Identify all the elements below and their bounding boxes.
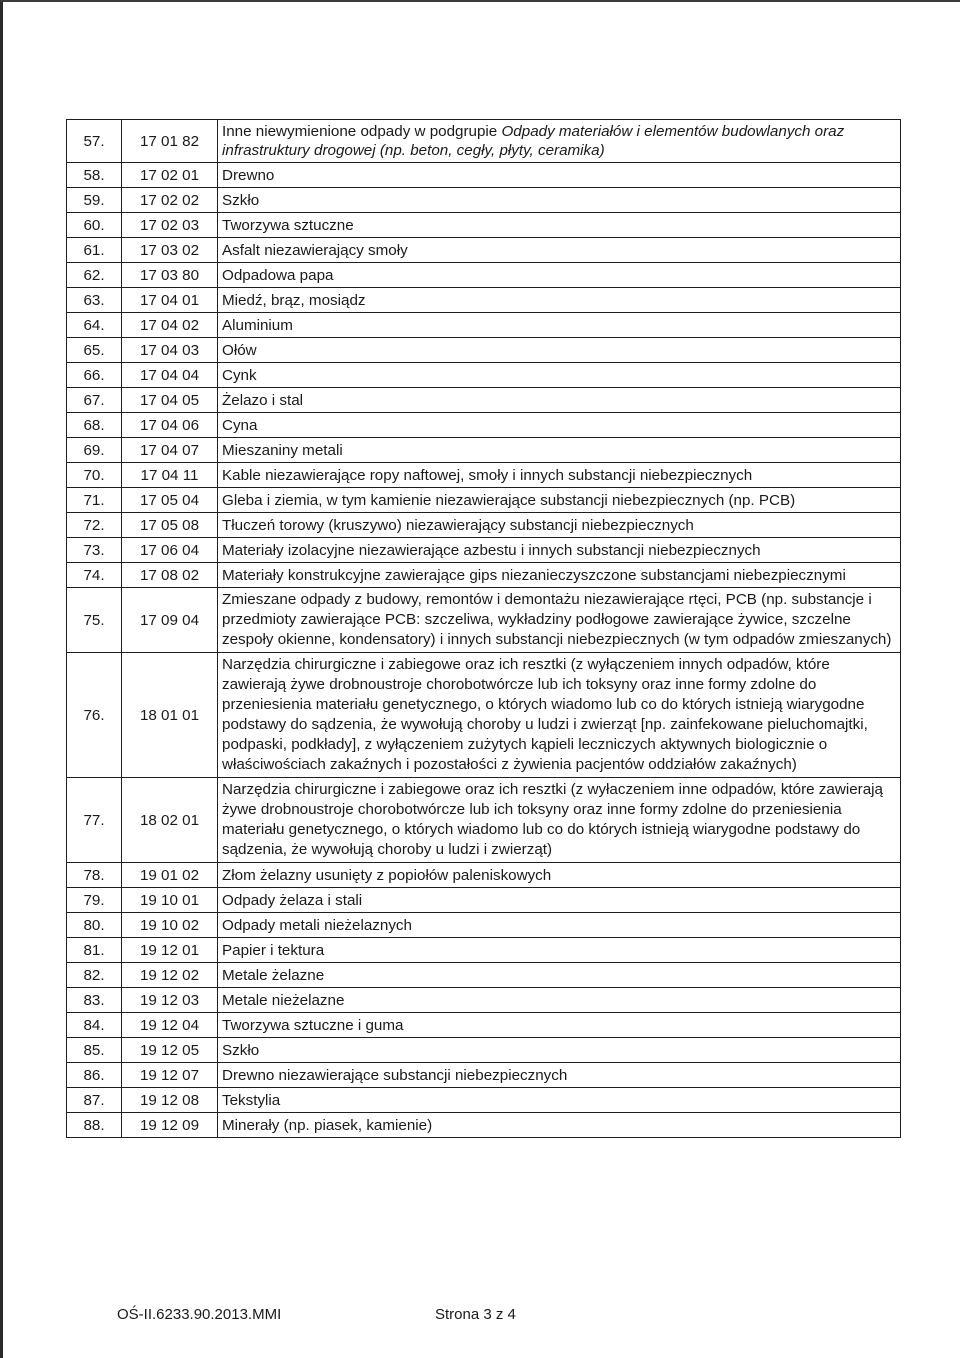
waste-code: 17 05 08 (122, 513, 218, 538)
table-row (67, 488, 901, 513)
row-number: 58. (67, 163, 122, 188)
waste-code: 18 01 01 (122, 653, 218, 778)
waste-code: 17 04 06 (122, 413, 218, 438)
waste-code: 19 12 05 (122, 1038, 218, 1063)
waste-description: Asfalt niezawierający smoły (218, 238, 901, 263)
row-number: 82. (67, 963, 122, 988)
waste-code: 19 12 09 (122, 1113, 218, 1138)
row-number: 87. (67, 1088, 122, 1113)
waste-code: 17 05 04 (122, 488, 218, 513)
table-row (67, 888, 901, 913)
row-number: 61. (67, 238, 122, 263)
waste-description: Materiały izolacyjne niezawierające azbestu i innych substancji niebezpiecznych (218, 538, 901, 563)
table-row (67, 163, 901, 188)
table-row (67, 363, 901, 388)
waste-code: 18 02 01 (122, 778, 218, 863)
table-row (67, 263, 901, 288)
waste-description: Odpadowa papa (218, 263, 901, 288)
table-row (67, 313, 901, 338)
table-row (67, 938, 901, 963)
waste-code: 19 12 08 (122, 1088, 218, 1113)
row-number: 64. (67, 313, 122, 338)
row-number: 67. (67, 388, 122, 413)
row-number: 75. (67, 588, 122, 653)
waste-description: Gleba i ziemia, w tym kamienie niezawierające substancji niebezpiecznych (np. PCB) (218, 488, 901, 513)
table-row (67, 1113, 901, 1138)
description-italic-text: Odpady materiałów i elementów budowlanych oraz infrastruktury drogowej (np. beton, cegły, płyty, ceramika) (222, 123, 845, 159)
waste-code: 17 04 02 (122, 313, 218, 338)
row-number: 80. (67, 913, 122, 938)
table-row (67, 538, 901, 563)
waste-code: 17 08 02 (122, 563, 218, 588)
table-row (67, 463, 901, 488)
waste-code: 19 12 04 (122, 1013, 218, 1038)
waste-code: 17 09 04 (122, 588, 218, 653)
table-row (67, 213, 901, 238)
waste-description (218, 120, 901, 163)
table-row (67, 588, 901, 653)
waste-description: Drewno niezawierające substancji niebezpiecznych (218, 1063, 901, 1088)
waste-code: 19 12 01 (122, 938, 218, 963)
row-number: 70. (67, 463, 122, 488)
row-number: 57. (67, 120, 122, 163)
waste-code: 17 06 04 (122, 538, 218, 563)
waste-description: Minerały (np. piasek, kamienie) (218, 1113, 901, 1138)
waste-code: 19 10 01 (122, 888, 218, 913)
row-number: 84. (67, 1013, 122, 1038)
waste-description: Szkło (218, 188, 901, 213)
row-number: 79. (67, 888, 122, 913)
waste-code: 19 01 02 (122, 863, 218, 888)
table-row (67, 1063, 901, 1088)
table-row (67, 513, 901, 538)
row-number: 69. (67, 438, 122, 463)
waste-description: Tworzywa sztuczne (218, 213, 901, 238)
row-number: 62. (67, 263, 122, 288)
waste-code: 17 01 82 (122, 120, 218, 163)
row-number: 71. (67, 488, 122, 513)
row-number: 66. (67, 363, 122, 388)
table-row (67, 778, 901, 863)
table-row (67, 963, 901, 988)
table-row (67, 388, 901, 413)
waste-description: Tłuczeń torowy (kruszywo) niezawierający substancji niebezpiecznych (218, 513, 901, 538)
waste-code: 17 04 01 (122, 288, 218, 313)
waste-description: Drewno (218, 163, 901, 188)
row-number: 59. (67, 188, 122, 213)
waste-description: Odpady żelaza i stali (218, 888, 901, 913)
waste-description: Papier i tektura (218, 938, 901, 963)
table-row (67, 338, 901, 363)
waste-code: 17 04 03 (122, 338, 218, 363)
waste-code: 19 10 02 (122, 913, 218, 938)
row-number: 86. (67, 1063, 122, 1088)
row-number: 60. (67, 213, 122, 238)
row-number: 78. (67, 863, 122, 888)
scan-edge-left (0, 0, 3, 1358)
waste-code: 19 12 03 (122, 988, 218, 1013)
waste-code: 17 02 02 (122, 188, 218, 213)
row-number: 81. (67, 938, 122, 963)
row-number: 72. (67, 513, 122, 538)
row-number: 73. (67, 538, 122, 563)
table-row (67, 1013, 901, 1038)
waste-code: 17 03 02 (122, 238, 218, 263)
waste-codes-table (66, 119, 901, 1138)
row-number: 88. (67, 1113, 122, 1138)
waste-description: Żelazo i stal (218, 388, 901, 413)
row-number: 63. (67, 288, 122, 313)
table-row (67, 653, 901, 778)
waste-description: Zmieszane odpady z budowy, remontów i demontażu niezawierające rtęci, PCB (np. substancje i przedmioty zawierające PCB: szczeliwa, wykładziny podłogowe zawierające żywice, szczelne zespoły okienne, kondensatory) i innych substancji niebezpiecznych (w tym odpadów zmieszanych) (218, 588, 901, 653)
waste-description: Aluminium (218, 313, 901, 338)
waste-code: 17 03 80 (122, 263, 218, 288)
waste-description: Cynk (218, 363, 901, 388)
row-number: 74. (67, 563, 122, 588)
waste-code: 19 12 02 (122, 963, 218, 988)
waste-description: Szkło (218, 1038, 901, 1063)
scan-edge-top (0, 0, 960, 2)
table-row (67, 563, 901, 588)
waste-code: 17 04 11 (122, 463, 218, 488)
waste-description: Narzędzia chirurgiczne i zabiegowe oraz ich resztki (z wyłaczeniem inne odpadów, które zawierają żywe drobnoustroje chorobotwórcze lub ich toksyny oraz inne formy zdolne do przeniesienia materiału genetycznego, o których wiadomo lub co do których istnieją wiarygodne podstawy do sądzenia, że wywołują choroby u ludzi i zwierząt) (218, 778, 901, 863)
table-row (67, 438, 901, 463)
waste-description: Miedź, brąz, mosiądz (218, 288, 901, 313)
waste-description: Metale nieżelazne (218, 988, 901, 1013)
waste-description: Metale żelazne (218, 963, 901, 988)
waste-description: Narzędzia chirurgiczne i zabiegowe oraz ich resztki (z wyłączeniem innych odpadów, które zawierają żywe drobnoustroje chorobotwórcze lub ich toksyny oraz inne formy zdolne do przeniesienia materiału genetycznego, o których wiadomo lub co do których istnieją wiarygodne podstawy do sądzenia, że wywołują choroby u ludzi i zwierząt [np. zainfekowane pieluchomajtki, podpaski, podkłady], z wyłączeniem zużytych kąpieli leczniczych aktywnych biologicznie o właściwościach zakaźnych i pozostałości z żywienia pacjentów oddziałów zakaźnych) (218, 653, 901, 778)
description-text: Inne niewymienione odpady w podgrupie (222, 123, 502, 140)
table-row (67, 1088, 901, 1113)
table-row (67, 1038, 901, 1063)
table-row (67, 188, 901, 213)
table-row (67, 913, 901, 938)
table-row (67, 288, 901, 313)
row-number: 77. (67, 778, 122, 863)
table-row (67, 120, 901, 163)
table-row (67, 238, 901, 263)
table-row (67, 863, 901, 888)
table-row (67, 988, 901, 1013)
row-number: 76. (67, 653, 122, 778)
waste-code: 17 04 05 (122, 388, 218, 413)
row-number: 65. (67, 338, 122, 363)
waste-description: Złom żelazny usunięty z popiołów paleniskowych (218, 863, 901, 888)
waste-code: 17 04 07 (122, 438, 218, 463)
waste-description: Tekstylia (218, 1088, 901, 1113)
waste-description: Mieszaniny metali (218, 438, 901, 463)
waste-code: 17 02 03 (122, 213, 218, 238)
page-number: Strona 3 z 4 (435, 1306, 516, 1323)
row-number: 68. (67, 413, 122, 438)
row-number: 83. (67, 988, 122, 1013)
row-number: 85. (67, 1038, 122, 1063)
waste-description: Kable niezawierające ropy naftowej, smoły i innych substancji niebezpiecznych (218, 463, 901, 488)
waste-code: 17 02 01 (122, 163, 218, 188)
document-reference: OŚ-II.6233.90.2013.MMI (117, 1306, 282, 1323)
waste-description: Materiały konstrukcyjne zawierające gips niezanieczyszczone substancjami niebezpiecznymi (218, 563, 901, 588)
waste-description: Ołów (218, 338, 901, 363)
waste-description: Odpady metali nieżelaznych (218, 913, 901, 938)
waste-description: Cyna (218, 413, 901, 438)
waste-code: 19 12 07 (122, 1063, 218, 1088)
table-row (67, 413, 901, 438)
waste-description: Tworzywa sztuczne i guma (218, 1013, 901, 1038)
waste-code: 17 04 04 (122, 363, 218, 388)
